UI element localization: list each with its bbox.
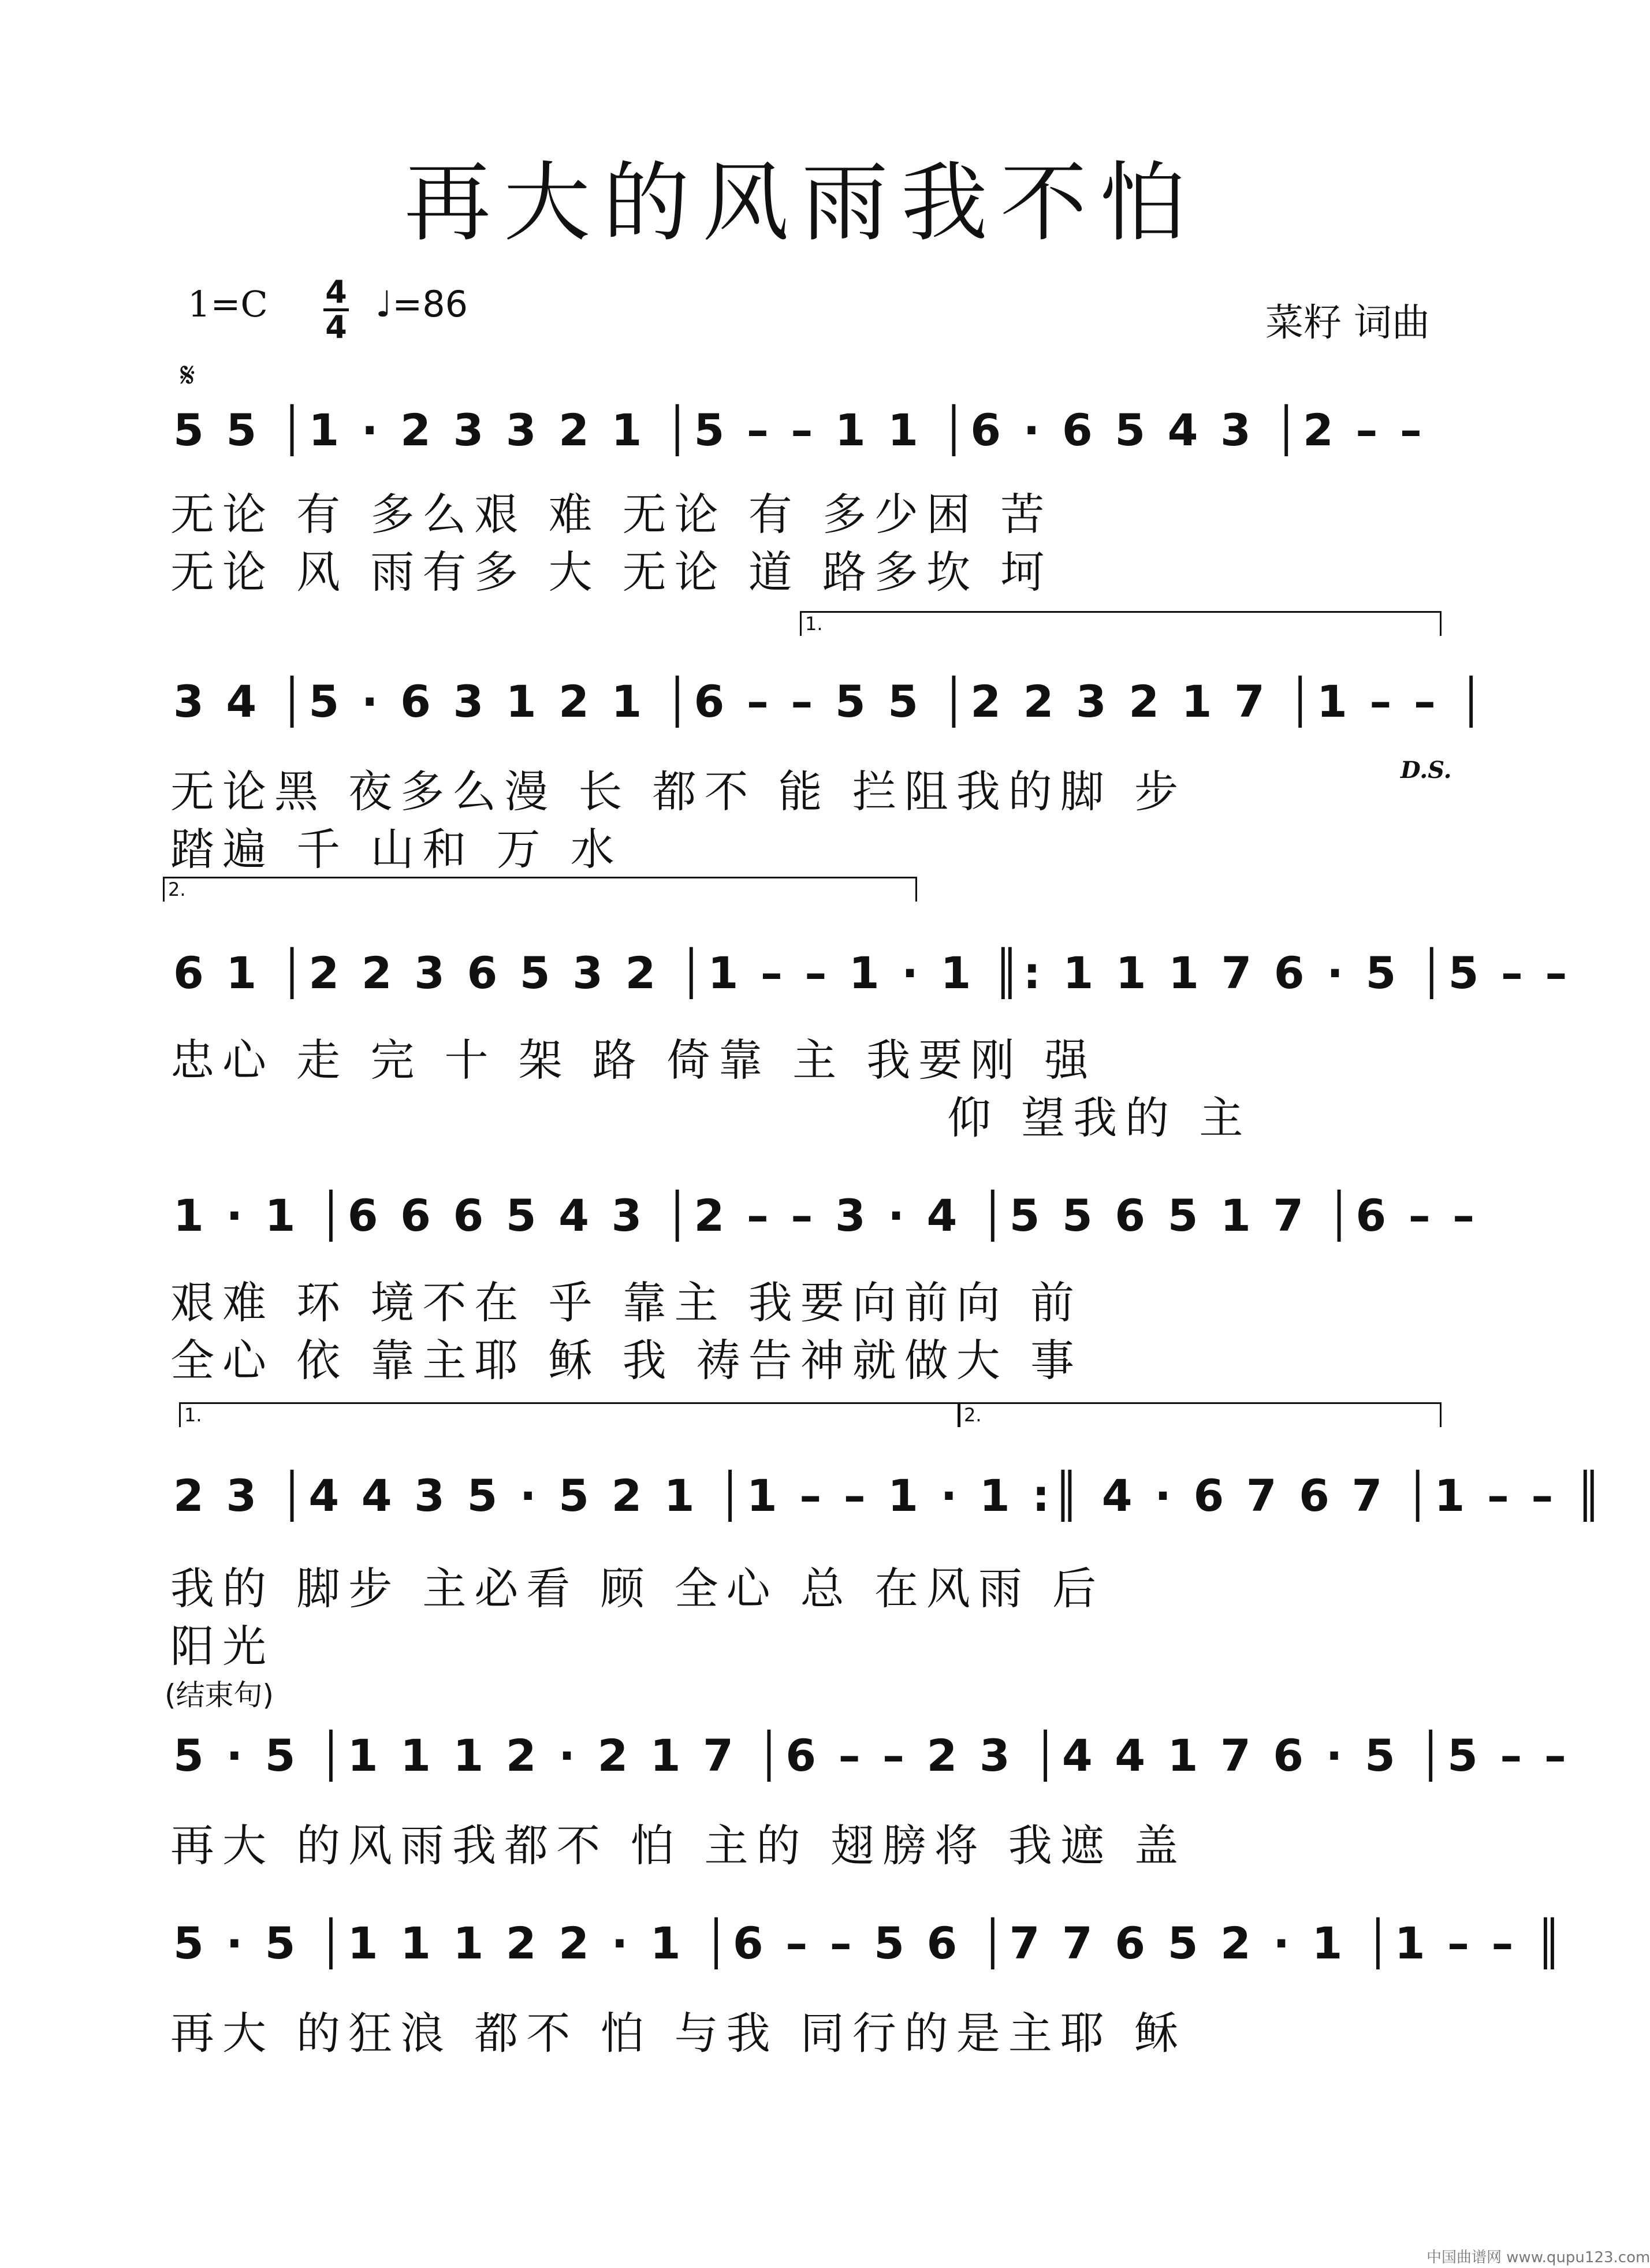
- lyric-line-1-verse-1: 无论 有 多么艰 难 无论 有 多少困 苦: [170, 489, 1053, 540]
- lyric-line-5-verse-1: 我的 脚步 主必看 顾 全心 总 在风雨 后: [170, 1563, 1105, 1614]
- volta-bracket-1: [179, 1402, 959, 1427]
- volta-label: 1.: [805, 613, 823, 635]
- time-signature: [323, 276, 349, 344]
- lyric-line-5-verse-2: 阳光: [170, 1621, 274, 1672]
- score-line-7: 5 · 5 │1 1 1 2 2 · 1 │6 – – 5 6 │7 7 6 5 2 · 1 │1 – – ║: [173, 1917, 1566, 1969]
- score-line-2: 3 4 │5 · 6 3 1 2 1 │6 – – 5 5 │2 2 3 2 1 7 │1 – – │: [173, 676, 1488, 727]
- lyric-line-2-verse-1: 无论黑 夜多么漫 长 都不 能 拦阻我的脚 步: [170, 766, 1186, 817]
- lyric-line-3-verse-2: 仰 望我的 主: [947, 1092, 1252, 1144]
- key-signature: 1=C: [188, 283, 268, 325]
- site-watermark: 中国曲谱网 www.qupu123.com: [1426, 2249, 1650, 2266]
- volta-label: 2.: [168, 878, 186, 900]
- time-signature-top: 4: [325, 274, 347, 310]
- song-title: 再大的风雨我不怕: [404, 153, 1199, 254]
- time-signature-bottom: 4: [325, 309, 347, 345]
- author-credit: 菜籽 词曲: [1265, 300, 1430, 345]
- lyric-line-4-verse-1: 艰难 环 境不在 乎 靠主 我要向前向 前: [170, 1277, 1082, 1328]
- tempo-marking: ♩=86: [375, 283, 468, 325]
- lyric-line-1-verse-2: 无论 风 雨有多 大 无论 道 路多坎 坷: [170, 546, 1053, 598]
- ending-phrase-label: (结束句): [165, 1678, 274, 1712]
- score-line-4: 1 · 1 │6 6 6 5 4 3 │2 – – 3 · 4 │5 5 6 5 1 7 │6 – –: [173, 1190, 1478, 1241]
- lyric-line-2-verse-2: 踏遍 千 山和 万 水: [170, 824, 623, 875]
- score-line-5: 2 3 │4 4 3 5 · 5 2 1 │1 – – 1 · 1 :║ 4 · 6 7 6 7 │1 – – ║: [173, 1470, 1606, 1521]
- segno-sign: 𝄋: [180, 355, 195, 396]
- volta-bracket-2: [163, 877, 917, 902]
- score-line-6: 5 · 5 │1 1 1 2 · 2 1 7 │6 – – 2 3 │4 4 1 7 6 · 5 │5 – –: [173, 1730, 1570, 1781]
- volta-bracket-2: [959, 1402, 1442, 1427]
- score-line-3: 6 1 │2 2 3 6 5 3 2 │1 – – 1 · 1 ║: 1 1 1 7 6 · 5 │5 – –: [173, 947, 1571, 999]
- score-line-1: 5 5 │1 · 2 3 3 2 1 │5 – – 1 1 │6 · 6 5 4 3 │2 – –: [173, 404, 1425, 456]
- lyric-line-3-verse-1: 忠心 走 完 十 架 路 倚靠 主 我要刚 强: [170, 1034, 1097, 1086]
- volta-bracket-1: [800, 611, 1442, 636]
- lyric-line-7: 再大 的狂浪 都不 怕 与我 同行的是主耶 稣: [170, 2008, 1186, 2059]
- lyric-line-4-verse-2: 全心 依 靠主耶 稣 我 祷告神就做大 事: [170, 1335, 1082, 1386]
- lyric-line-6: 再大 的风雨我都不 怕 主的 翅膀将 我遮 盖: [170, 1820, 1186, 1871]
- dal-segno-marking: D.S.: [1401, 757, 1452, 784]
- volta-label: 1.: [184, 1404, 202, 1426]
- volta-label: 2.: [964, 1404, 982, 1426]
